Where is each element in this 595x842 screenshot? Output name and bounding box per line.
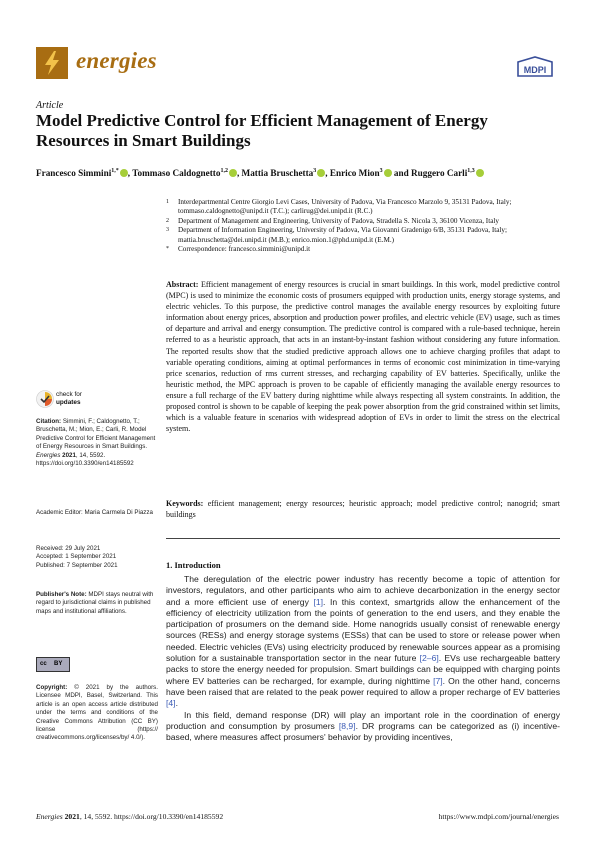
citation-doi[interactable]: , 14, 5592. https://doi.org/10.3390/en14185592 <box>36 451 134 468</box>
footer-doi[interactable]: , 14, 5592. https://doi.org/10.3390/en14185592 <box>79 812 224 821</box>
copyright-label: Copyright: <box>36 684 68 691</box>
citation-link[interactable]: [2–6] <box>419 653 439 664</box>
mdpi-label: MDPI <box>523 65 547 75</box>
orcid-icon[interactable] <box>317 169 325 177</box>
affiliation-item <box>166 198 566 217</box>
affiliation-text: Department of Management and Engineering, University of Padova, Stradella S. Nicola 3, 36100 Vicenza, Italy <box>178 216 499 225</box>
check-line: check for <box>56 391 82 398</box>
affiliations <box>166 198 566 254</box>
copyright-block <box>36 684 158 743</box>
affiliation-text: Interdepartmental Centre Giorgio Levi Cases, University of Padova, Via Francesco Marzolo 9, 35131 Padova, Italy; tommaso.caldognetto@unipd.it (T.C.); carlirug@dei.unipd.it (R.C.) <box>178 198 512 216</box>
copyright-text: © 2021 by the authors. Licensee MDPI, Basel, Switzerland. This article is an open access article distributed under the terms and conditions of the Creative Commons Attribution (CC BY) license (https:// creativecommons.org/licenses/by/ 4.0/). <box>36 684 158 742</box>
note-text: MDPI stays neutral with regard to jurisdictional claims in published maps and institutional affiliations. <box>36 591 154 615</box>
affiliation-number: 3 <box>166 227 169 234</box>
publisher-note <box>36 591 158 616</box>
affiliation-number: 2 <box>166 217 169 224</box>
footer-year: 2021 <box>64 812 80 821</box>
citation-link[interactable]: [4] <box>166 698 176 709</box>
editor-label: Academic Editor: <box>36 509 83 516</box>
keywords-label: Keywords: <box>166 499 204 508</box>
affiliation-item <box>166 245 566 254</box>
affiliation-item <box>166 217 566 226</box>
affiliation-number: * <box>166 246 169 253</box>
orcid-icon[interactable] <box>229 169 237 177</box>
citation-block <box>36 418 158 468</box>
text-run: In this field, demand response (DR) will play an important role in the coordination of energy production and consumption by prosumers <box>166 709 560 731</box>
abstract-label: Abstract: <box>166 280 199 289</box>
orcid-icon[interactable] <box>384 169 392 177</box>
cc-label: cc <box>40 661 47 667</box>
author-name[interactable]: Francesco Simmini <box>36 168 112 179</box>
keywords <box>166 498 560 520</box>
text-run: . On the other hand, concerns have been raised that are related to the peak power required to allow a proper recharge of EV batteries <box>166 675 560 697</box>
author-sup: 3 <box>313 168 317 174</box>
section-divider <box>166 538 560 539</box>
author-name[interactable]: Enrico Mion <box>329 168 380 179</box>
citation-text: Simmini, F.; Caldognetto, T.; Bruschetta, M.; Mion, E.; Carli, R. Model Predictive Control for Efficient Management of Energy Resources in Smart Buildings. <box>36 418 156 451</box>
author-name[interactable]: Mattia Bruschetta <box>241 168 314 179</box>
citation-journal: Energies <box>36 451 61 459</box>
mdpi-logo-icon <box>516 56 554 78</box>
orcid-icon[interactable] <box>476 169 484 177</box>
paragraph <box>166 574 560 710</box>
text-run: . EVs use rechargeable battery packs to store the energy needed for propulsion. Smart buildings can be equipped with charging points where EV batteries can be recharged, for example, during nighttime <box>166 653 560 686</box>
author-name[interactable]: Tommaso Caldognetto <box>132 168 221 179</box>
check-for-updates-icon[interactable] <box>36 390 54 408</box>
author-name[interactable]: Ruggero Carli <box>411 168 468 179</box>
text-run: . DR programs can be categorized as (i) incentive-based, where measures affect prosumers' behavior by providing incentives, <box>166 720 560 743</box>
footer-journal: Energies <box>36 812 63 821</box>
text-run: . In this context, smartgrids allow the enhancement of the efficiency of electricity utilization from the points of generation to the end users, and they enable the participation of prosumers on the demand side. Home nanogrids usually consist of renewable energy sources (RESs) and energy storage systems (ESSs) that can be used to store or release power when needed. Electric vehicles (EVs) using electricity produced by renewable sources appear as a promising solution for a sustainable transportation sector in the near future <box>166 596 560 664</box>
citation-link[interactable]: [7] <box>433 675 443 686</box>
academic-editor <box>36 509 158 517</box>
page-title: Model Predictive Control for Efficient Management of Energy Resources in Smart Buildings <box>36 111 488 150</box>
affiliation-number: 1 <box>166 199 169 205</box>
text-run: . <box>175 698 178 709</box>
author-sup: 3 <box>379 168 383 174</box>
note-label: Publisher's Note: <box>36 591 87 598</box>
paragraph <box>166 710 560 744</box>
author-sup: 1,2 <box>220 168 228 174</box>
cc-by-label: BY <box>54 661 63 667</box>
citation-year: 2021 <box>62 451 76 459</box>
citation-link[interactable]: [8,9] <box>338 720 356 731</box>
journal-logo-icon <box>36 47 68 79</box>
body-text <box>166 574 560 743</box>
journal-name: energies <box>76 48 157 73</box>
published-date: Published: 7 September 2021 <box>36 561 118 569</box>
citation-label: Citation: <box>36 418 62 425</box>
keywords-text: efficient management; energy resources; heuristic approach; model predictive control; nanogrid; smart buildings <box>166 499 560 520</box>
editor-name: Maria Carmela Di Piazza <box>84 509 153 516</box>
author-sup: 1,* <box>111 168 119 174</box>
check-line: updates <box>56 398 81 406</box>
received-date: Received: 29 July 2021 <box>36 545 101 552</box>
affiliation-text: Department of Information Engineering, University of Padova, Via Giovanni Gradenigo 6/B, 35131 Padova, Italy; mattia.bruschetta@dei.unipd.it (M.B.); enrico.mion.1@phd.unipd.it (E.M.) <box>178 226 507 244</box>
footer-url[interactable]: https://www.mdpi.com/journal/energies <box>438 812 559 821</box>
affiliation-text: Correspondence: francesco.simmini@unipd.it <box>178 245 311 254</box>
orcid-icon[interactable] <box>120 169 128 177</box>
check-for-updates-label[interactable] <box>56 391 82 406</box>
abstract <box>166 279 560 434</box>
footer-citation <box>36 812 223 821</box>
dates-block <box>36 545 158 570</box>
abstract-text: Efficient management of energy resources is crucial in smart buildings. In this work, model predictive control (MPC) is used to minimize the economic costs of prosumers equipped with production units, energy storage systems, and electric vehicles. To this purpose, the predictive control manages the available energy resources by exploiting future information about energy prices, absorption and production power profiles, and electric vehicle (EV) usage, such as times of departure and arrival and energy consumption. The predictive control is compared with a rule-based technique, herein referred to as a heuristic approach, that acts in an instant-by-instant fashion without considering any future information. The reported results show that the studied predictive approach allows one to achieve charging profiles that adapt to variable operating conditions, aiming at optimal performances in terms of economic cost minimization in time-varying price scenarios, reduction of rms current stresses, and recharging capability of EV batteries. Specifically, unlike the heuristic method, the MPC approach is proven to be capable of efficiently managing the available energy resources to ensure a full recharge of the EV battery during nighttime while always respecting all system constraints. In addition, the proposed control is shown to be capable of keeping the peak power absorption from the grid constrained within set limits, which is a valuable feature in scenarios with widespread adoption of EVs in order to limit the stress on the electrical system. <box>166 280 560 434</box>
cc-by-license-icon[interactable] <box>36 657 70 672</box>
accepted-date: Accepted: 1 September 2021 <box>36 553 117 561</box>
author-sup: 1,3 <box>467 168 475 174</box>
affiliation-item <box>166 226 566 245</box>
author-list: Francesco Simmini$^{1,*}$ , Tommaso Caldognetto$^{1,2}$ , Mattia Bruschetta$^3$ , Enrico Mion$^3$ and Ruggero Carli$^{1,3}$ <box>36 168 576 178</box>
citation-link[interactable]: [1] <box>313 596 324 607</box>
section-heading: 1. Introduction <box>166 560 221 570</box>
article-type: Article <box>36 100 64 111</box>
text-run: The deregulation of the electric power industry has recently become a topic of attention for investors, regulators, and other participants who aim to achieve decarbonization in the energy sector and a more efficient use of energy <box>166 574 560 607</box>
